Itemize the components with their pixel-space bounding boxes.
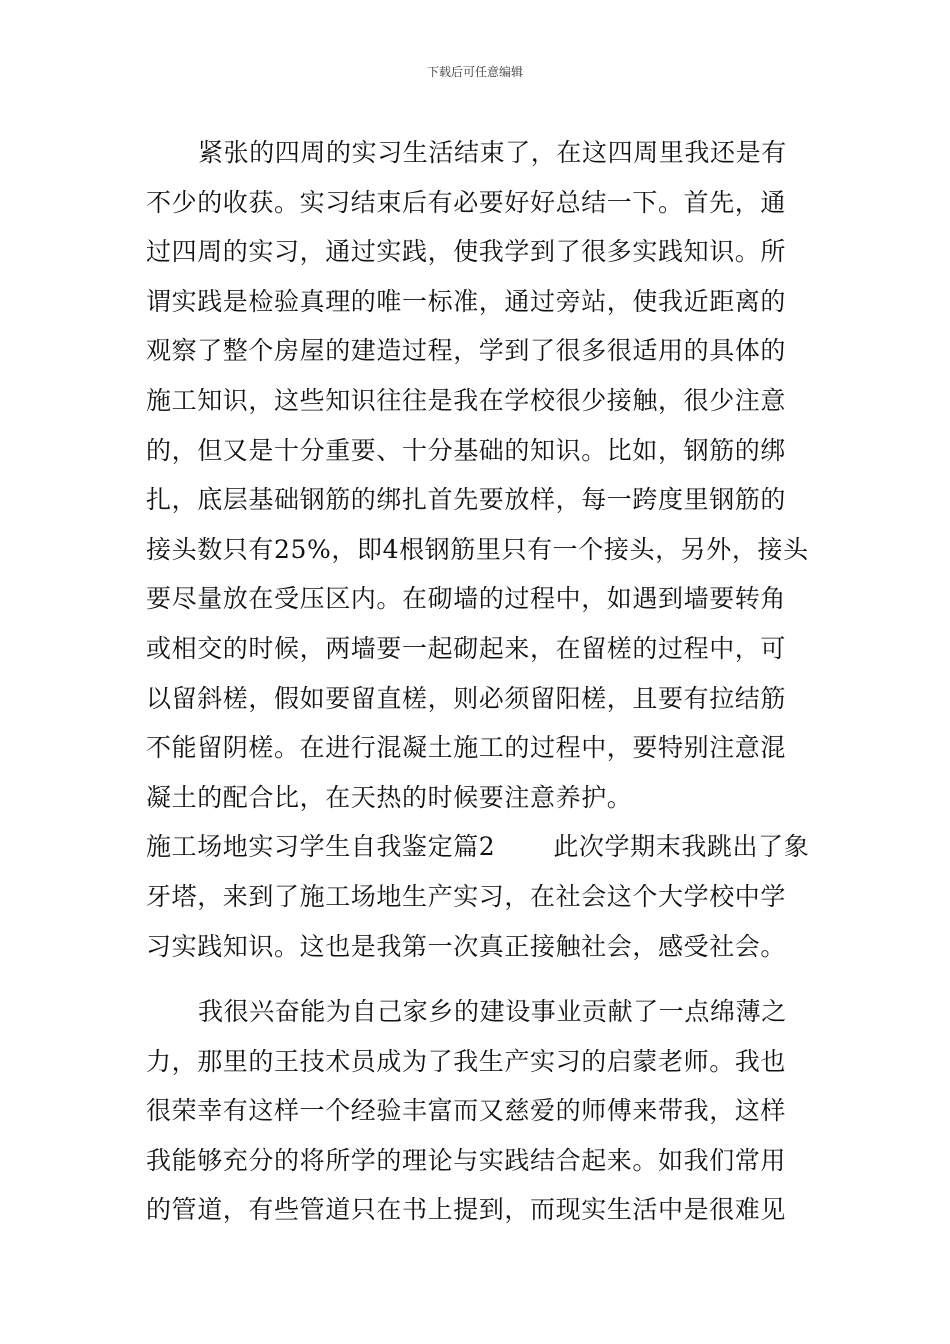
section-first-text: 此次学期末我跳出了象 <box>553 832 810 862</box>
text-line: 不能留阴槎。在进行混凝土施工的过程中，要特别注意混 <box>146 733 787 763</box>
paragraph-3 <box>146 987 812 1235</box>
text-line: 很荣幸有这样一个经验丰富而又慈爱的师傅来带我，这样 <box>146 1096 787 1126</box>
text-line: 施工知识，这些知识往往是我在学校很少接触，很少注意 <box>146 385 787 415</box>
page-header: 下载后可任意编辑 <box>426 65 523 79</box>
text-line: 或相交的时候，两墙要一起砌起来，在留槎的过程中，可 <box>146 633 787 663</box>
text-line: 习实践知识。这也是我第一次真正接触社会，感受社会。 <box>146 931 787 961</box>
document-body <box>146 128 812 1235</box>
text-line: 力，那里的王技术员成为了我生产实习的启蒙老师。我也 <box>146 1046 787 1076</box>
text-line: 扎，底层基础钢筋的绑扎首先要放样，每一跨度里钢筋的 <box>146 485 787 515</box>
paragraph-1 <box>146 128 812 822</box>
text-line: 我能够充分的将所学的理论与实践结合起来。如我们常用 <box>146 1145 787 1175</box>
text-line: 我很兴奋能为自己家乡的建设事业贡献了一点绵薄之 <box>198 997 787 1027</box>
text-line: 过四周的实习，通过实践，使我学到了很多实践知识。所 <box>146 237 787 267</box>
text-line: 的，但又是十分重要、十分基础的知识。比如，钢筋的绑 <box>146 435 787 465</box>
text-line: 谓实践是检验真理的唯一标准，通过旁站，使我近距离的 <box>146 286 787 316</box>
section-title-line <box>146 822 812 872</box>
paragraph-gap <box>146 971 812 987</box>
section-title: 施工场地实习学生自我鉴定篇2 <box>146 832 496 862</box>
text-line: 要尽量放在受压区内。在砌墙的过程中，如遇到墙要转角 <box>146 584 787 614</box>
paragraph-2 <box>146 822 812 971</box>
text-line: 观察了整个房屋的建造过程，学到了很多很适用的具体的 <box>146 336 787 366</box>
text-line: 凝土的配合比，在天热的时候要注意养护。 <box>146 782 633 812</box>
text-line: 不少的收获。实习结束后有必要好好总结一下。首先，通 <box>146 187 787 217</box>
text-line: 以留斜槎，假如要留直槎，则必须留阳槎，且要有拉结筋 <box>146 683 787 713</box>
text-line: 牙塔，来到了施工场地生产实习，在社会这个大学校中学 <box>146 881 787 911</box>
text-line: 紧张的四周的实习生活结束了，在这四周里我还是有 <box>198 138 787 167</box>
text-line: 接头数只有25%，即4根钢筋里只有一个接头，另外，接头 <box>146 534 809 564</box>
text-line: 的管道，有些管道只在书上提到，而现实生活中是很难见 <box>146 1195 787 1225</box>
